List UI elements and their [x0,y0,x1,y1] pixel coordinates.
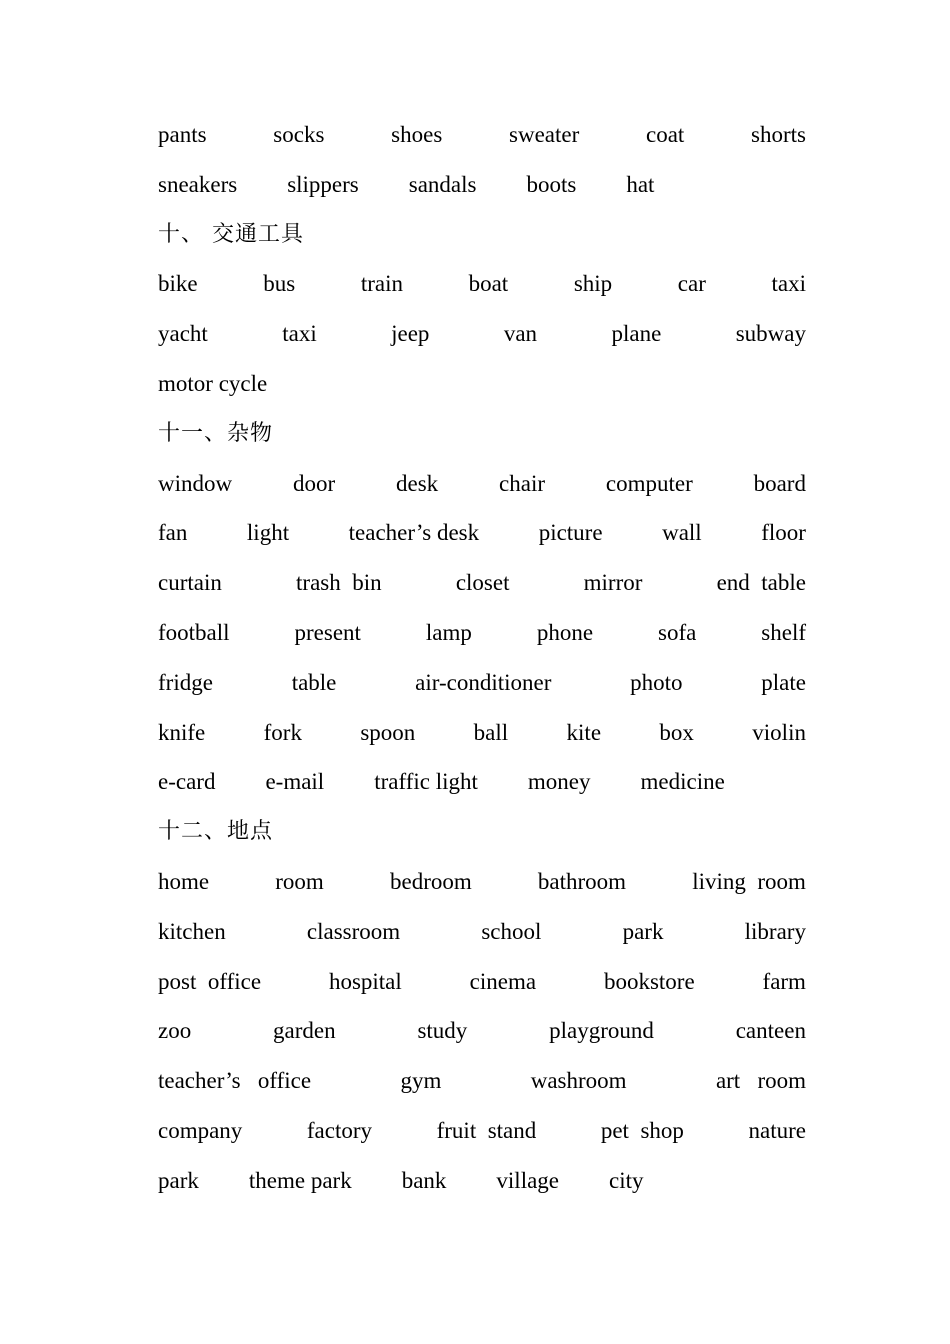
vocab-word: van [503,321,538,347]
vocab-word: garden [273,1018,336,1044]
vocab-word: subway [735,321,806,347]
vocab-word: football [158,619,230,645]
vocab-word: motor cycle [158,370,268,396]
vocab-word: sofa [658,619,697,645]
section-heading: 十二、地点 [158,819,274,845]
vocab-word: box [659,719,694,745]
vocab-word: phone [536,619,594,645]
vocab-word: taxi [771,271,806,297]
vocab-word: pet shop [600,1117,684,1143]
vocab-word: board [753,470,806,496]
vocab-word: lamp [425,619,472,645]
vocab-word: bank [401,1167,447,1193]
vocab-word: yacht [158,321,208,347]
vocab-word: kite [566,719,602,745]
vocab-word: curtain [158,570,222,596]
vocab-word: factory [306,1117,373,1143]
vocab-word: ship [573,271,613,297]
vocab-word: hat [626,171,655,197]
vocab-word: farm [762,968,806,994]
vocab-word: socks [273,122,325,147]
vocab-word: art room [715,1068,806,1094]
word-row [158,115,806,165]
word-row [158,663,806,713]
word-row [158,1061,806,1111]
vocab-word: closet [455,570,510,596]
vocab-word: chair [499,470,546,496]
word-row [158,962,806,1012]
word-row [158,613,806,663]
vocab-word: zoo [158,1018,192,1044]
vocab-word: home [158,868,210,894]
vocab-word: theme park [248,1167,352,1193]
vocab-word: cinema [469,968,537,994]
vocab-word: village [496,1167,560,1193]
vocab-word: light [246,520,290,546]
vocab-word: jeep [391,321,430,347]
vocab-word: plate [761,669,806,695]
vocab-word: company [158,1117,243,1143]
vocab-word: teacher’s desk [348,520,480,546]
vocab-word: bookstore [603,968,695,994]
vocab-word: coat [646,122,685,147]
word-row [158,862,806,912]
vocab-word: school [481,918,542,944]
vocab-word: present [294,619,361,645]
vocab-word: bedroom [389,868,472,894]
vocab-word: slippers [287,171,359,197]
word-row [158,165,806,215]
vocab-word: e-card [158,769,216,795]
vocab-word: photo [630,669,683,695]
vocab-word: sandals [408,171,477,197]
vocab-word: shelf [761,619,806,645]
vocab-word: teacher’s office [158,1068,312,1094]
vocab-word: fruit stand [436,1117,537,1143]
vocab-word: window [158,470,233,496]
vocab-word: fork [263,719,302,745]
vocab-word: post office [158,968,262,994]
vocab-word: sneakers [158,171,238,197]
word-row [158,1111,806,1161]
vocab-word: violin [752,719,806,745]
word-row [158,264,806,314]
vocab-word: playground [549,1018,654,1044]
vocab-word: living room [692,868,806,894]
vocab-word: study [417,1018,468,1044]
vocab-word: bike [158,271,198,297]
vocab-word: room [275,868,324,894]
vocab-word: boat [468,271,509,297]
vocab-word: spoon [360,719,416,745]
vocab-word: taxi [282,321,317,347]
vocab-word: picture [538,520,603,546]
vocab-word: shoes [391,122,443,147]
vocab-word: canteen [735,1018,806,1044]
vocab-word: wall [662,520,702,546]
vocab-word: air-conditioner [415,669,552,695]
vocab-word: park [622,918,664,944]
vocab-word: floor [761,520,806,546]
vocab-word: park [158,1167,199,1193]
vocab-word: bus [263,271,296,297]
vocab-word: fan [158,520,188,546]
vocab-word: library [744,918,806,944]
vocab-word: nature [748,1117,806,1143]
vocab-word: ball [473,719,509,745]
vocab-word: city [609,1167,644,1193]
word-row [158,1011,806,1061]
vocab-word: fridge [158,669,213,695]
word-row [158,364,806,414]
vocab-word: pants [158,122,207,147]
vocab-word: table [291,669,337,695]
vocab-word: classroom [306,918,401,944]
vocab-word: computer [605,470,693,496]
word-row [158,762,806,812]
section-heading: 十一、杂物 [158,420,274,446]
section-heading: 十、 交通工具 [158,221,304,247]
word-row [158,713,806,763]
vocab-word: kitchen [158,918,226,944]
vocabulary-page [158,115,806,1211]
vocab-word: washroom [530,1068,627,1094]
vocab-word: train [360,271,403,297]
word-row [158,314,806,364]
word-row [158,912,806,962]
vocab-word: knife [158,719,206,745]
vocab-word: end table [716,570,806,596]
vocab-word: plane [611,321,662,347]
word-row [158,513,806,563]
vocab-word: mirror [583,570,643,596]
vocab-word: gym [400,1068,442,1094]
vocab-word: trash bin [296,570,382,596]
vocab-word: hospital [328,968,402,994]
word-row [158,1161,806,1211]
vocab-word: car [677,271,706,297]
word-row [158,464,806,514]
vocab-word: door [292,470,336,496]
vocab-word: traffic light [374,769,478,795]
vocab-word: e-mail [265,769,325,795]
vocab-word: desk [396,470,439,496]
vocab-word: shorts [751,122,806,147]
vocab-word: boots [526,171,577,197]
vocab-word: sweater [509,122,580,147]
vocab-word: money [527,769,591,795]
vocab-word: medicine [640,769,725,795]
vocab-word: bathroom [537,868,627,894]
word-row [158,563,806,613]
